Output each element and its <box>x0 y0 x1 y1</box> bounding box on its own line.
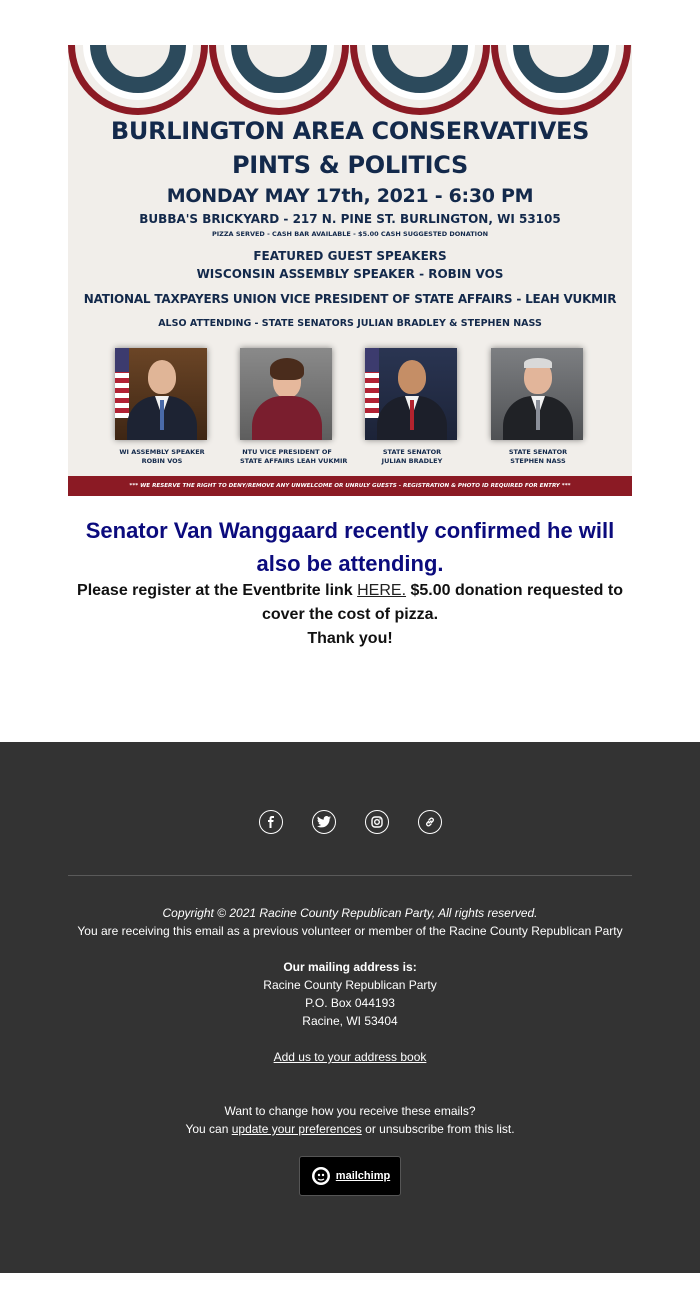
speaker-caption: STATE SENATOR STEPHEN NASS <box>508 448 568 465</box>
link-icon[interactable] <box>418 810 442 834</box>
update-preferences-link[interactable]: update your preferences <box>231 1122 362 1136</box>
speaker-photo <box>240 348 332 440</box>
speaker-card <box>491 348 585 466</box>
address-book-row <box>0 1048 700 1066</box>
announcement-headline: Senator Van Wanggaard recently confirmed he will also be attending. <box>85 518 615 576</box>
preferences-row: You can update your preferences or unsubscribe from this list. <box>185 1122 515 1136</box>
speaker-card <box>115 348 209 466</box>
flyer-featured-heading: FEATURED GUEST SPEAKERS <box>253 249 447 263</box>
twitter-icon[interactable] <box>312 810 336 834</box>
address-line2: P.O. Box 044193 <box>305 996 395 1010</box>
flyer-details: PIZZA SERVED - CASH BAR AVAILABLE - $5.00 CASH SUGGESTED DONATION <box>211 230 489 238</box>
event-flyer <box>68 45 632 496</box>
register-suffix: $5.00 donation requested to cover the cost of pizza. <box>261 582 623 623</box>
flyer-date: MONDAY MAY 17th, 2021 - 6:30 PM <box>166 185 534 207</box>
speaker-photo <box>491 348 583 440</box>
thank-you-text: Thank you! <box>307 630 393 647</box>
speaker-caption: WI ASSEMBLY SPEAKER ROBIN VOS <box>119 448 205 465</box>
register-prefix: Please register at the Eventbrite link <box>77 582 358 599</box>
flyer-speaker-line2: NATIONAL TAXPAYERS UNION VICE PRESIDENT OF STATE AFFAIRS - LEAH VUKMIR <box>83 292 617 306</box>
copyright-text: Copyright © 2021 Racine County Republican Party, All rights reserved. <box>162 906 538 920</box>
address-line3: Racine, WI 53404 <box>302 1014 398 1028</box>
bunting-medallions <box>68 45 631 115</box>
mailchimp-logo-icon <box>310 1165 332 1187</box>
add-to-address-book-link[interactable]: Add us to your address book <box>273 1050 427 1064</box>
footer-divider <box>68 875 632 876</box>
receiving-note: You are receiving this email as a previous volunteer or member of the Racine County Republican Party <box>77 924 623 938</box>
email-footer <box>0 742 700 1273</box>
speaker-caption: STATE SENATOR JULIAN BRADLEY <box>381 448 443 465</box>
speaker-card <box>240 348 348 466</box>
address-line1: Racine County Republican Party <box>263 978 437 992</box>
flyer-title-line1: BURLINGTON AREA CONSERVATIVES <box>110 117 590 145</box>
facebook-icon[interactable] <box>259 810 283 834</box>
flyer-also-attending: ALSO ATTENDING - STATE SENATORS JULIAN BRADLEY & STEPHEN NASS <box>158 318 542 329</box>
flyer-title-line2: PINTS & POLITICS <box>232 151 468 179</box>
mailchimp-badge[interactable] <box>299 1156 401 1196</box>
speaker-card <box>365 348 459 466</box>
eventbrite-link[interactable]: HERE. <box>357 582 407 599</box>
flyer-venue: BUBBA'S BRICKYARD - 217 N. PINE ST. BURLINGTON, WI 53105 <box>139 212 561 226</box>
speaker-photo <box>365 348 457 440</box>
speaker-photo <box>115 348 207 440</box>
flyer-speaker-line1: WISCONSIN ASSEMBLY SPEAKER - ROBIN VOS <box>196 267 504 281</box>
speaker-caption: NTU VICE PRESIDENT OF STATE AFFAIRS LEAH VUKMIR <box>240 448 348 465</box>
bunting-decoration <box>68 45 632 117</box>
mailing-heading: Our mailing address is: <box>283 960 417 974</box>
registration-message <box>68 579 632 651</box>
flyer-disclaimer: *** WE RESERVE THE RIGHT TO DENY/REMOVE ANY UNWELCOME OR UNRULY GUESTS - REGISTRATION & PHOTO ID REQUIRED FOR ENTRY *** <box>68 476 632 496</box>
social-links <box>0 810 700 834</box>
mailchimp-badge-text: mailchimp <box>335 1170 391 1182</box>
change-question: Want to change how you receive these emails? <box>224 1104 476 1118</box>
instagram-icon[interactable] <box>365 810 389 834</box>
